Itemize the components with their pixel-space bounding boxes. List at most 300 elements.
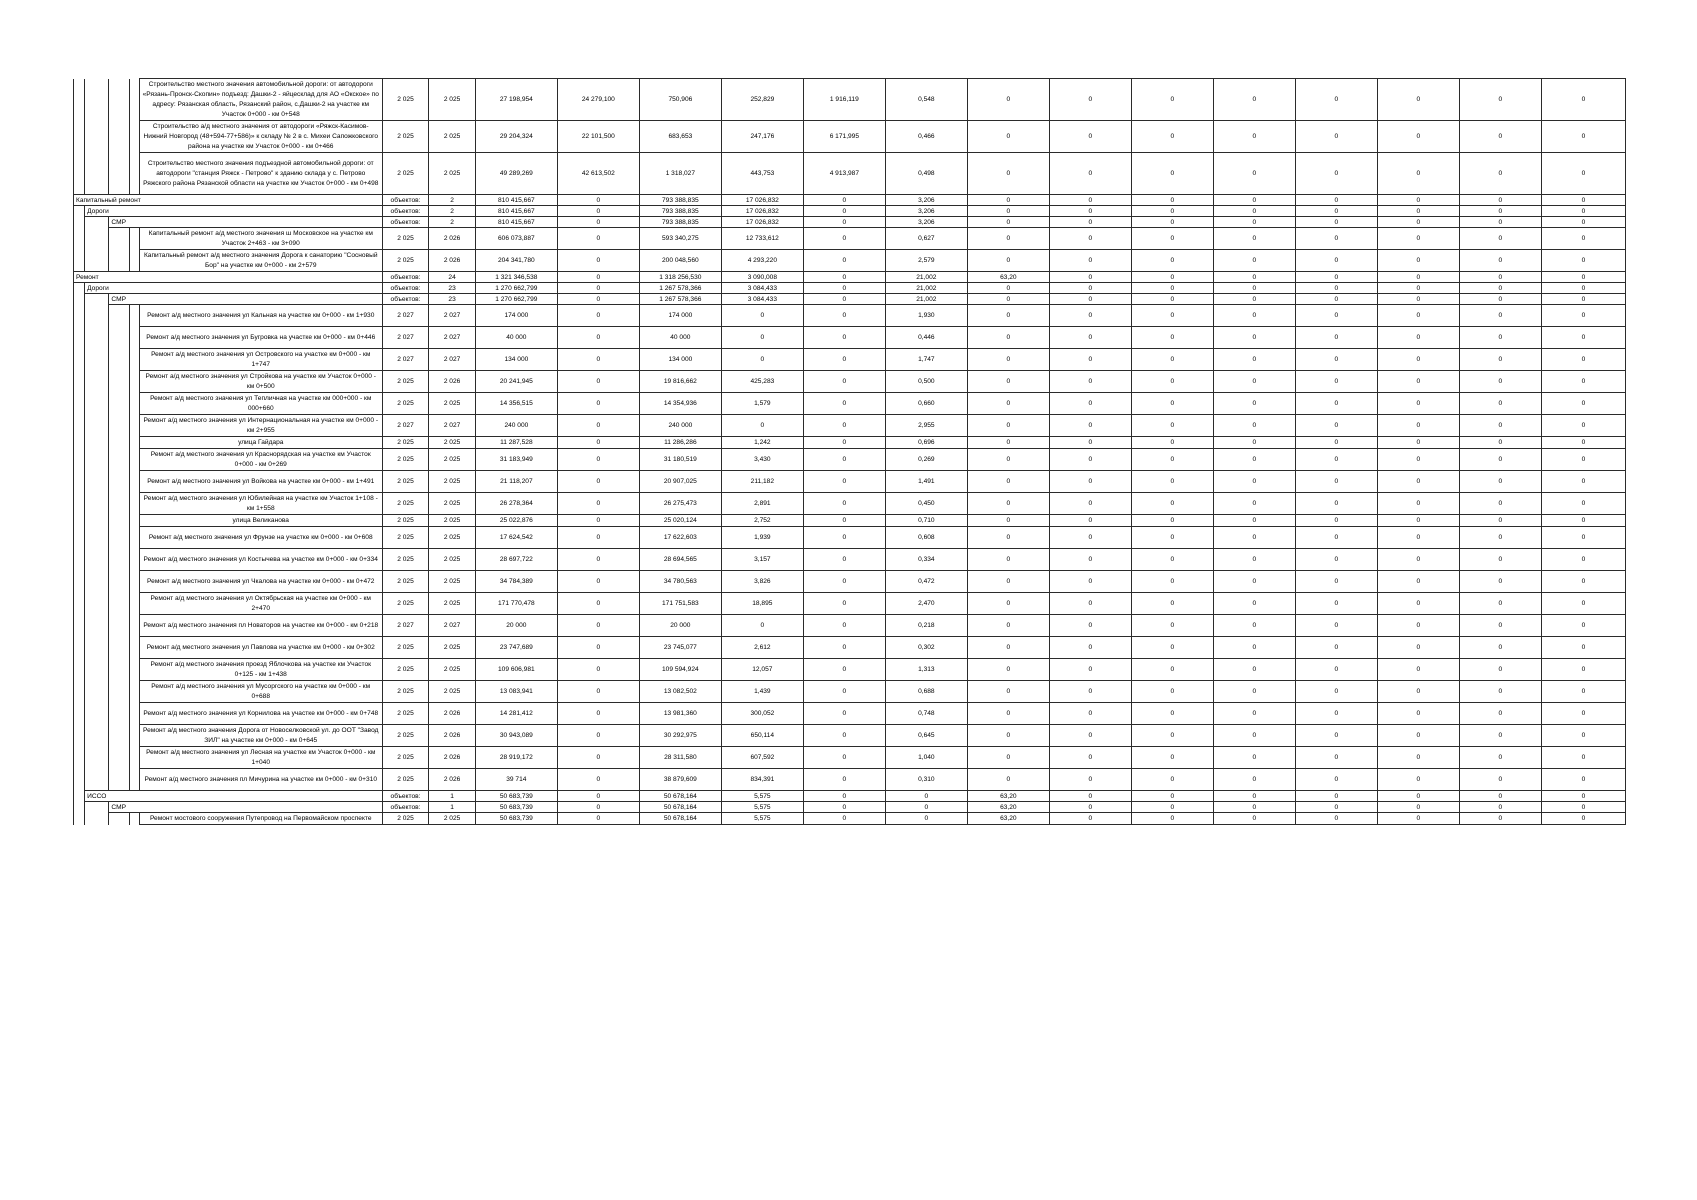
indent-cell [74, 493, 85, 515]
value-cell: 0 [1295, 305, 1377, 327]
value-cell: 20 000 [639, 615, 721, 637]
value-cell: 0 [1049, 747, 1131, 769]
value-cell: 0 [1049, 415, 1131, 437]
value-cell: 0 [1049, 228, 1131, 250]
value-cell: 0 [1131, 206, 1213, 217]
value-cell: 20 000 [475, 615, 557, 637]
value-cell: 0 [1459, 593, 1541, 615]
value-cell: 0 [1541, 747, 1625, 769]
end-year: 2 027 [429, 415, 476, 437]
value-cell: 0 [1459, 415, 1541, 437]
value-cell: 0 [967, 437, 1049, 449]
indent-cell [85, 747, 109, 769]
value-cell: 0 [1213, 493, 1295, 515]
indent-cell [129, 305, 139, 327]
value-cell: 0 [1295, 121, 1377, 153]
indent-cell [85, 515, 109, 527]
indent-cell [109, 769, 129, 791]
value-cell: 0 [1459, 250, 1541, 272]
indent-cell [74, 327, 85, 349]
value-cell: 27 198,954 [475, 79, 557, 121]
value-cell: 0 [967, 471, 1049, 493]
value-cell: 0 [1213, 272, 1295, 283]
value-cell: 0 [967, 305, 1049, 327]
object-name: Ремонт а/д местного значения проезд Яблочкова на участке км Участок 0+125 - км 1+438 [139, 659, 382, 681]
table-row [74, 725, 1626, 747]
start-year: 2 027 [382, 615, 429, 637]
value-cell: 0 [1131, 549, 1213, 571]
value-cell: 0 [967, 659, 1049, 681]
value-cell: 38 879,609 [639, 769, 721, 791]
objects-unit-label: объектов: [382, 802, 429, 813]
value-cell: 0 [967, 571, 1049, 593]
indent-cell [74, 527, 85, 549]
group-label: СМР [109, 217, 382, 228]
group-label: СМР [109, 294, 382, 305]
value-cell: 0 [967, 283, 1049, 294]
value-cell: 0,688 [885, 681, 967, 703]
value-cell: 0 [1459, 747, 1541, 769]
value-cell: 0 [1131, 121, 1213, 153]
object-name: Ремонт а/д местного значения ул Кальная на участке км 0+000 - км 1+930 [139, 305, 382, 327]
value-cell: 0 [803, 228, 885, 250]
value-cell: 0 [1131, 813, 1213, 825]
indent-cell [85, 393, 109, 415]
value-cell: 0 [1377, 493, 1459, 515]
value-cell: 0 [967, 415, 1049, 437]
indent-cell [85, 327, 109, 349]
start-year: 2 025 [382, 769, 429, 791]
value-cell: 0 [967, 593, 1049, 615]
value-cell: 0 [1049, 206, 1131, 217]
value-cell: 240 000 [475, 415, 557, 437]
group-label: Ремонт [74, 272, 383, 283]
indent-cell [85, 449, 109, 471]
indent-cell [85, 615, 109, 637]
value-cell: 0 [1377, 283, 1459, 294]
object-name: Ремонт а/д местного значения ул Интернациональная на участке км 0+000 - км 2+955 [139, 415, 382, 437]
value-cell: 0 [967, 449, 1049, 471]
value-cell: 0 [557, 703, 639, 725]
value-cell: 0 [803, 593, 885, 615]
value-cell: 0 [1541, 79, 1625, 121]
value-cell: 0 [557, 659, 639, 681]
end-year: 2 026 [429, 769, 476, 791]
indent-cell [74, 615, 85, 637]
value-cell: 0 [557, 228, 639, 250]
value-cell: 0 [557, 515, 639, 527]
value-cell: 0 [1213, 121, 1295, 153]
value-cell: 0 [1459, 206, 1541, 217]
end-year: 2 026 [429, 725, 476, 747]
value-cell: 0 [1213, 802, 1295, 813]
value-cell: 0 [557, 471, 639, 493]
value-cell: 0 [967, 493, 1049, 515]
value-cell: 2,470 [885, 593, 967, 615]
value-cell: 0 [1131, 571, 1213, 593]
end-year: 2 027 [429, 327, 476, 349]
table-row [74, 349, 1626, 371]
object-name: Ремонт а/д местного значения ул Корнилова на участке км 0+000 - км 0+748 [139, 703, 382, 725]
indent-cell [85, 769, 109, 791]
value-cell: 0 [1377, 549, 1459, 571]
value-cell: 19 816,662 [639, 371, 721, 393]
value-cell: 0 [1213, 283, 1295, 294]
indent-cell [85, 153, 109, 195]
value-cell: 0 [1213, 593, 1295, 615]
value-cell: 0 [1131, 637, 1213, 659]
indent-cell [74, 228, 85, 250]
value-cell: 0 [1541, 393, 1625, 415]
indent-cell [85, 371, 109, 393]
value-cell: 13 083,941 [475, 681, 557, 703]
value-cell: 0 [1377, 791, 1459, 802]
value-cell: 0 [557, 437, 639, 449]
indent-cell [74, 549, 85, 571]
value-cell: 0 [967, 327, 1049, 349]
indent-cell [129, 813, 139, 825]
value-cell: 0 [557, 449, 639, 471]
indent-cell [109, 449, 129, 471]
value-cell: 0 [803, 195, 885, 206]
value-cell: 425,283 [721, 371, 803, 393]
start-year: 2 025 [382, 471, 429, 493]
value-cell: 0 [557, 493, 639, 515]
value-cell: 0 [885, 791, 967, 802]
value-cell: 0 [1049, 272, 1131, 283]
indent-cell [85, 681, 109, 703]
objects-count: 2 [429, 206, 476, 217]
value-cell: 0 [1049, 79, 1131, 121]
object-name: Ремонт а/д местного значения ул Стройкова на участке км Участок 0+000 - км 0+500 [139, 371, 382, 393]
indent-cell [85, 305, 109, 327]
value-cell: 3 084,433 [721, 294, 803, 305]
indent-cell [85, 250, 109, 272]
objects-unit-label: объектов: [382, 791, 429, 802]
object-name: Ремонт а/д местного значения ул Островского на участке км 0+000 - км 1+747 [139, 349, 382, 371]
value-cell: 0 [967, 250, 1049, 272]
indent-cell [129, 593, 139, 615]
value-cell: 0,696 [885, 437, 967, 449]
value-cell: 0 [803, 327, 885, 349]
value-cell: 0 [557, 217, 639, 228]
value-cell: 14 354,936 [639, 393, 721, 415]
value-cell: 1,747 [885, 349, 967, 371]
value-cell: 0 [1541, 153, 1625, 195]
value-cell: 0 [557, 791, 639, 802]
start-year: 2 025 [382, 703, 429, 725]
value-cell: 0 [1295, 217, 1377, 228]
value-cell: 0 [1377, 437, 1459, 449]
value-cell: 0 [1377, 681, 1459, 703]
value-cell: 0 [1459, 305, 1541, 327]
value-cell: 1,579 [721, 393, 803, 415]
value-cell: 0 [967, 294, 1049, 305]
value-cell: 0,710 [885, 515, 967, 527]
value-cell: 0 [967, 637, 1049, 659]
objects-count: 2 [429, 217, 476, 228]
value-cell: 0 [1459, 437, 1541, 449]
value-cell: 11 286,286 [639, 437, 721, 449]
value-cell: 0 [1459, 571, 1541, 593]
value-cell: 49 289,269 [475, 153, 557, 195]
value-cell: 0 [1377, 813, 1459, 825]
value-cell: 50 678,164 [639, 813, 721, 825]
value-cell: 0 [1213, 637, 1295, 659]
end-year: 2 026 [429, 747, 476, 769]
value-cell: 0 [1541, 250, 1625, 272]
value-cell: 0 [1049, 393, 1131, 415]
indent-cell [85, 725, 109, 747]
start-year: 2 025 [382, 449, 429, 471]
value-cell: 0 [1131, 769, 1213, 791]
value-cell: 0 [1213, 615, 1295, 637]
start-year: 2 025 [382, 371, 429, 393]
group-row-repair [74, 272, 1626, 283]
value-cell: 21,002 [885, 283, 967, 294]
value-cell: 0 [1049, 217, 1131, 228]
value-cell: 793 388,835 [639, 195, 721, 206]
end-year: 2 025 [429, 571, 476, 593]
value-cell: 174 000 [475, 305, 557, 327]
objects-unit-label: объектов: [382, 272, 429, 283]
value-cell: 0 [967, 349, 1049, 371]
value-cell: 0 [1377, 527, 1459, 549]
table-row [74, 813, 1626, 825]
value-cell: 0 [1377, 228, 1459, 250]
value-cell: 0 [803, 802, 885, 813]
value-cell: 0 [1049, 371, 1131, 393]
indent-cell [109, 703, 129, 725]
value-cell: 443,753 [721, 153, 803, 195]
value-cell: 0 [1213, 471, 1295, 493]
start-year: 2 025 [382, 153, 429, 195]
value-cell: 0 [803, 415, 885, 437]
indent-cell [85, 571, 109, 593]
group-row-rep_roads [74, 283, 1626, 294]
object-name: Ремонт а/д местного значения ул Костычева на участке км 0+000 - км 0+334 [139, 549, 382, 571]
value-cell: 14 281,412 [475, 703, 557, 725]
objects-unit-label: объектов: [382, 206, 429, 217]
table-row [74, 703, 1626, 725]
value-cell: 0 [803, 371, 885, 393]
value-cell: 0 [1541, 725, 1625, 747]
value-cell: 0 [1377, 294, 1459, 305]
value-cell: 0 [1459, 153, 1541, 195]
value-cell: 3,206 [885, 206, 967, 217]
value-cell: 0 [1295, 593, 1377, 615]
value-cell: 0 [557, 349, 639, 371]
value-cell: 0 [557, 615, 639, 637]
value-cell: 0 [1541, 703, 1625, 725]
value-cell: 0 [967, 747, 1049, 769]
value-cell: 2,955 [885, 415, 967, 437]
value-cell: 0 [967, 121, 1049, 153]
group-row-isso_smr [74, 802, 1626, 813]
value-cell: 0 [1295, 349, 1377, 371]
table-row [74, 615, 1626, 637]
value-cell: 0 [803, 813, 885, 825]
value-cell: 0 [1049, 437, 1131, 449]
indent-cell [109, 681, 129, 703]
value-cell: 0 [1295, 153, 1377, 195]
value-cell: 1,040 [885, 747, 967, 769]
objects-unit-label: объектов: [382, 294, 429, 305]
value-cell: 0 [1541, 813, 1625, 825]
indent-cell [129, 637, 139, 659]
value-cell: 0 [1295, 527, 1377, 549]
value-cell: 0 [1295, 615, 1377, 637]
value-cell: 0 [967, 79, 1049, 121]
objects-unit-label: объектов: [382, 283, 429, 294]
value-cell: 0 [1049, 153, 1131, 195]
value-cell: 0 [1377, 747, 1459, 769]
value-cell: 17 026,832 [721, 206, 803, 217]
value-cell: 810 415,667 [475, 206, 557, 217]
value-cell: 650,114 [721, 725, 803, 747]
indent-cell [74, 725, 85, 747]
end-year: 2 025 [429, 549, 476, 571]
indent-cell [109, 471, 129, 493]
object-name: Ремонт а/д местного значения ул Бугровка на участке км 0+000 - км 0+446 [139, 327, 382, 349]
end-year: 2 025 [429, 637, 476, 659]
value-cell: 0 [557, 571, 639, 593]
value-cell: 0 [1459, 471, 1541, 493]
table-row [74, 449, 1626, 471]
start-year: 2 027 [382, 349, 429, 371]
value-cell: 0 [1377, 195, 1459, 206]
indent-cell [85, 659, 109, 681]
end-year: 2 025 [429, 515, 476, 527]
group-row-cap_smr [74, 217, 1626, 228]
value-cell: 0 [1295, 791, 1377, 802]
value-cell: 0 [1459, 493, 1541, 515]
end-year: 2 025 [429, 79, 476, 121]
objects-count: 23 [429, 283, 476, 294]
indent-cell [109, 371, 129, 393]
value-cell: 0 [1213, 747, 1295, 769]
value-cell: 0 [803, 769, 885, 791]
object-name: Строительство местного значения подъездной автомобильной дороги: от автодороги "станция Ряжск - Петрово" к зданию склада у с. Петрово Ряжского района Рязанской области на участке км Участок 0+000 - км 0+498 [139, 153, 382, 195]
value-cell: 0 [1541, 327, 1625, 349]
value-cell: 0 [1541, 195, 1625, 206]
value-cell: 0 [1213, 294, 1295, 305]
value-cell: 1 916,119 [803, 79, 885, 121]
value-cell: 0 [1377, 659, 1459, 681]
value-cell: 0 [1131, 349, 1213, 371]
start-year: 2 027 [382, 305, 429, 327]
value-cell: 18,895 [721, 593, 803, 615]
value-cell: 0 [1295, 272, 1377, 283]
value-cell: 0 [557, 527, 639, 549]
value-cell: 0 [1377, 515, 1459, 527]
value-cell: 30 943,089 [475, 725, 557, 747]
indent-cell [74, 393, 85, 415]
value-cell: 0 [967, 769, 1049, 791]
value-cell: 0 [1049, 305, 1131, 327]
start-year: 2 025 [382, 437, 429, 449]
indent-cell [85, 527, 109, 549]
indent-cell [74, 637, 85, 659]
objects-count: 1 [429, 791, 476, 802]
indent-cell [74, 206, 85, 217]
start-year: 2 025 [382, 515, 429, 527]
indent-cell [85, 593, 109, 615]
value-cell: 0 [1213, 393, 1295, 415]
value-cell: 0 [1049, 294, 1131, 305]
value-cell: 683,653 [639, 121, 721, 153]
value-cell: 0 [1131, 703, 1213, 725]
objects-count: 23 [429, 294, 476, 305]
table-row [74, 415, 1626, 437]
value-cell: 0 [1131, 153, 1213, 195]
value-cell: 21,002 [885, 272, 967, 283]
indent-cell [109, 615, 129, 637]
value-cell: 0 [1541, 615, 1625, 637]
group-label: ИССО [85, 791, 383, 802]
value-cell: 0 [967, 725, 1049, 747]
value-cell: 0 [1213, 791, 1295, 802]
group-label: Дороги [85, 206, 383, 217]
value-cell: 2,579 [885, 250, 967, 272]
value-cell: 0 [1459, 228, 1541, 250]
table-row [74, 250, 1626, 272]
group-label: Дороги [85, 283, 383, 294]
indent-cell [85, 813, 109, 825]
value-cell: 1,491 [885, 471, 967, 493]
value-cell: 0 [1541, 527, 1625, 549]
value-cell: 0 [721, 305, 803, 327]
value-cell: 0 [1049, 250, 1131, 272]
indent-cell [129, 703, 139, 725]
indent-cell [109, 571, 129, 593]
value-cell: 0 [1131, 294, 1213, 305]
value-cell: 0 [1295, 703, 1377, 725]
value-cell: 0 [1295, 725, 1377, 747]
value-cell: 0 [1213, 437, 1295, 449]
value-cell: 0 [1295, 802, 1377, 813]
value-cell: 0 [1377, 571, 1459, 593]
value-cell: 0 [967, 228, 1049, 250]
value-cell: 0,608 [885, 527, 967, 549]
value-cell: 22 101,500 [557, 121, 639, 153]
value-cell: 171 770,478 [475, 593, 557, 615]
indent-cell [74, 121, 85, 153]
value-cell: 0,548 [885, 79, 967, 121]
value-cell: 0 [1295, 195, 1377, 206]
value-cell: 0 [967, 153, 1049, 195]
value-cell: 34 784,389 [475, 571, 557, 593]
indent-cell [74, 747, 85, 769]
value-cell: 0 [1131, 593, 1213, 615]
program-table [73, 78, 1626, 825]
table-row [74, 371, 1626, 393]
value-cell: 40 000 [639, 327, 721, 349]
indent-cell [109, 250, 129, 272]
indent-cell [85, 415, 109, 437]
value-cell: 0 [557, 747, 639, 769]
value-cell: 28 694,565 [639, 549, 721, 571]
group-row-isso [74, 791, 1626, 802]
value-cell: 0 [1459, 725, 1541, 747]
value-cell: 0,498 [885, 153, 967, 195]
value-cell: 0 [967, 217, 1049, 228]
indent-cell [85, 437, 109, 449]
value-cell: 0 [1541, 802, 1625, 813]
value-cell: 0 [1541, 659, 1625, 681]
indent-cell [129, 747, 139, 769]
value-cell: 0,310 [885, 769, 967, 791]
